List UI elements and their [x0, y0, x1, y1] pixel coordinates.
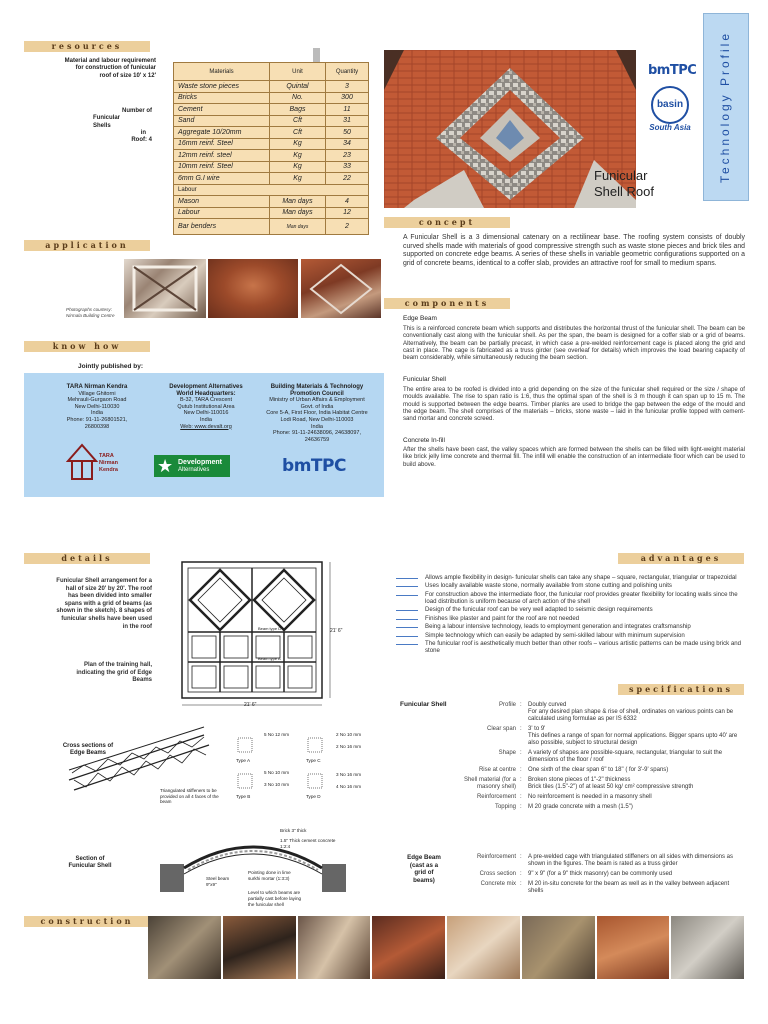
photo-1-pattern [124, 259, 206, 318]
spec-row [440, 750, 746, 764]
photo-credit: Photographs courtesy: Nirmala Building Centre [66, 307, 115, 318]
construction-photo [372, 916, 445, 979]
org-bmtpc-addr-1: Govt. of India [300, 403, 334, 410]
construction-photo [522, 916, 595, 979]
section-note-0: Brick 3" thick [280, 828, 307, 833]
plan-dim-right: 21' 6" [330, 628, 343, 634]
spec-edge-heading: Edge Beam (cast as a grid of beams) [407, 854, 441, 884]
advantage-item: Finishes like plaster and paint for the roof are not needed [423, 615, 745, 622]
advantage-item: Design of the funicular roof can be very well adapted to seismic design requirements [423, 606, 745, 613]
rebar-label: 5 No 12 mm [264, 732, 290, 737]
spec-row [440, 702, 746, 723]
spec-row [440, 777, 746, 791]
table-cell: Bricks [174, 92, 270, 104]
spec-row [440, 794, 746, 801]
table-row [174, 104, 369, 116]
application-photo-3 [301, 259, 381, 318]
type-a-label: Type A [236, 758, 251, 763]
cross-section-label: Cross sections of Edge Beams [62, 743, 114, 757]
details-bar: details [24, 553, 150, 564]
table-cell: Sand [174, 115, 270, 127]
spec-value: A pre-welded cage with triangulated stiffeners on all sides with dimensions as shown in the figures. The beam is rated as a truss girder [528, 854, 734, 867]
spec-key: Clear span [486, 726, 516, 732]
table-row [174, 219, 369, 235]
spec-sep: : [520, 767, 522, 773]
infill-title: Concrete In-fill [403, 437, 445, 444]
bmtpc-logo: bmTPC [648, 63, 697, 78]
spec-row [440, 854, 746, 868]
shells-label-4: in [140, 129, 146, 136]
spec-key: Rise at centre [478, 767, 516, 773]
spec-shell-heading: Funicular Shell [400, 701, 447, 708]
org-bmtpc [252, 384, 382, 443]
devalt-logo-text-2: Alternatives [178, 467, 210, 473]
table-cell: 6mm G.I wire [174, 173, 270, 185]
construction-photo [671, 916, 744, 979]
rebar-label: 5 No 10 mm [264, 770, 290, 775]
spec-edge-table [440, 854, 746, 898]
table-subheading-row [174, 184, 369, 196]
type-b-label: Type B [236, 794, 251, 799]
spec-sep: : [520, 777, 522, 783]
shells-label-2: Funicular [93, 115, 121, 122]
table-row [174, 196, 369, 208]
construction-photo-strip [148, 916, 744, 979]
table-row [174, 115, 369, 127]
org-tara-addr-5: 26800398 [84, 423, 110, 430]
edge-beam-text: This is a reinforced concrete beam which supports and distributes the horizontal thrust of the funicular shell. The beam can be conventionally cast along with the funicular shell. As per the span, the beam is designed for a coffer slab or a grid of beams. Alternatively, the beam can be partially precast, in which case a pre-welded reinforcement cage is placed along the grid and cast in place. The cage is fabricated as a truss girder (see overleaf for details) which improves the load bearing capacity of beam considerably, while simultaneously reducing the beam section. [403, 325, 745, 362]
table-cell: Bar benders [174, 219, 270, 235]
table-cell: 23 [326, 150, 369, 162]
org-tara-addr-1: Mehrauli-Gurgaon Road [67, 397, 127, 404]
org-tara [44, 384, 150, 430]
section-note-1: 1.5" Thick cement concrete 1:2:4 [280, 838, 336, 849]
table-cell: 34 [326, 138, 369, 150]
table-row [174, 138, 369, 150]
org-devalt-name-2: World Headquarters: [176, 390, 236, 397]
spec-sep: : [520, 794, 522, 800]
rebar-label: 3 No 16 mm [336, 772, 362, 777]
advantage-item: Simple technology which can easily be adapted by semi-skilled labour with minimum supervision [423, 632, 745, 639]
application-bar: application [24, 240, 150, 251]
section-label: Section of Funicular Shell [68, 856, 112, 870]
truss-svg [64, 725, 214, 795]
table-row [174, 92, 369, 104]
grid-label-a: Beam type A [258, 656, 281, 661]
table-cell: Cft [270, 115, 326, 127]
org-tara-addr-2: New Delhi-110030 [74, 403, 120, 410]
rebar-label: 2 No 16 mm [336, 744, 362, 749]
org-devalt-addr-2: New Delhi-110016 [183, 410, 229, 417]
construction-bar: construction [24, 916, 150, 927]
table-cell: Man days [270, 219, 326, 235]
table-cell: 12mm reinf. steel [174, 150, 270, 162]
org-tara-addr-4: Phone: 91-11-26801521, [66, 416, 128, 423]
org-bmtpc-name-2: Promotion Council [290, 390, 344, 397]
table-header: Quantity [326, 63, 369, 81]
spec-row [440, 804, 746, 811]
table-cell: Cft [270, 127, 326, 139]
shells-label-5: Roof: 4 [131, 137, 152, 144]
spec-key: Reinforcement [476, 854, 516, 860]
bmtpc-logo-bottom: bmTPC [282, 456, 346, 476]
beam-types [232, 730, 382, 810]
org-devalt-web[interactable]: Web: www.devalt.org [180, 423, 232, 430]
org-bmtpc-name-1: Building Materials & Technology [270, 384, 364, 390]
table-cell: 4 [326, 196, 369, 208]
org-bmtpc-addr-5: Phone: 91-11-24638096, 24638097, [273, 430, 361, 437]
table-cell: 10mm reinf. Steel [174, 161, 270, 173]
advantage-item: Allows ample flexibility in design- funicular shells can take any shape – square, rectangular, triangular or trapezoidal [423, 574, 745, 581]
table-cell: 3 [326, 81, 369, 93]
basin-logo-text: basin [656, 99, 684, 110]
spec-key: Reinforcement [476, 794, 516, 800]
spec-value: No reinforcement is needed in a masonry shell [528, 794, 652, 800]
table-cell: Kg [270, 138, 326, 150]
construction-photo [148, 916, 221, 979]
truss-drawing [64, 725, 214, 795]
tara-house-icon [66, 441, 98, 481]
vertical-title: Technology Profile [718, 30, 732, 184]
advantages-bar: advantages [618, 553, 744, 564]
spec-value: One sixth of the clear span 6" to 18" ( for 3'-9' spans) [528, 767, 669, 773]
funicular-shell-title: Funicular Shell [403, 376, 446, 383]
basin-logo [651, 86, 689, 124]
table-cell: 22 [326, 173, 369, 185]
plan-svg [180, 560, 344, 710]
spec-key: Cross section [479, 871, 516, 877]
org-devalt-addr-3: India [200, 416, 212, 423]
devalt-logo-text-1: Development [178, 459, 222, 466]
table-cell: Mason [174, 196, 270, 208]
spec-sep: : [520, 804, 522, 810]
org-bmtpc-addr-0: Ministry of Urban Affairs & Employment [269, 397, 365, 404]
rebar-label: 2 No 10 mm [336, 732, 362, 737]
table-cell: 11 [326, 104, 369, 116]
funicular-shell-text: The entire area to be roofed is divided into a grid depending on the size of the funicular shell required or the size / shape of moulds available. The rise to span ratio is 1:6, thus the optimal span of the shell is 3 m though it can span up to 15 m. The mould is supported between the edge beams. Timber planks are used to bridge the gap between the edge of the mould and the edge beam. The shell comprises of the materials – bricks, stone waste – laid in the funicular profile topped with cement-sand mortar and concrete screed. [403, 386, 745, 423]
table-cell: 50 [326, 127, 369, 139]
materials-table [173, 62, 369, 235]
section-note-2: Steel beam 9"x9" [206, 876, 230, 887]
org-tara-name: TARA Nirman Kendra [66, 384, 128, 390]
divider-marker [313, 48, 320, 62]
plan-caption: Plan of the training hall, indicating the grid of Edge Beams [76, 662, 152, 684]
table-cell: 2 [326, 219, 369, 235]
spec-value: A variety of shapes are possible-square, rectangular, triangular to suit the dimensions of the floor / roof [528, 750, 723, 763]
spec-sep: : [520, 881, 522, 887]
truss-note: Triangulated stiffeners to be provided on all 4 faces of the beam [160, 788, 219, 804]
components-bar: components [384, 298, 510, 309]
org-tara-addr-0: Village Ghitorni [78, 390, 116, 397]
spec-sep: : [520, 702, 522, 708]
org-bmtpc-addr-2: Core 5-A, First Floor, India Habitat Centre [266, 410, 368, 417]
spec-value: M 20 grade concrete with a mesh (1.5") [528, 804, 633, 810]
section-note-3: Pointing done in lime surkhi mortar (1:3:3) [248, 870, 291, 881]
devalt-logo [154, 455, 230, 477]
application-photo-2 [208, 259, 298, 318]
spec-value: M 20 in-situ concrete for the beam as well as in the valley between adjacent shells [528, 881, 730, 894]
advantage-item: The funicular roof is aesthetically much better than other roofs – various artistic patterns can be made using brick and stone [423, 640, 745, 654]
spec-table [440, 702, 746, 814]
table-cell: Man days [270, 196, 326, 208]
advantage-item: For construction above the intermediate floor, the funicular roof provides greater flexibility for locating walls since the load distribution is uniform because of arch action of the shell [423, 591, 745, 605]
spec-row [440, 726, 746, 747]
advantage-item: Uses locally available waste stone, normally available from stone cutting and polishing units [423, 582, 745, 589]
org-bmtpc-addr-3: Lodi Road, New Delhi-110003 [280, 416, 354, 423]
title-line-1: Funicular [594, 168, 648, 183]
star-icon: ★ [157, 456, 174, 476]
spec-key: Shape [498, 750, 516, 756]
page-title [594, 168, 694, 200]
resources-desc: Material and labour requirement for construction of funicular roof of size 10' x 12' [64, 58, 156, 79]
spec-sep: : [520, 871, 522, 877]
org-bmtpc-addr-4: India [311, 423, 323, 430]
table-cell: Cement [174, 104, 270, 116]
table-cell: Waste stone pieces [174, 81, 270, 93]
table-cell: 16mm reinf. Steel [174, 138, 270, 150]
table-header: Materials [174, 63, 270, 81]
table-header: Unit [270, 63, 326, 81]
table-cell: Aggregate 10/20mm [174, 127, 270, 139]
resources-bar: resources [24, 41, 150, 52]
table-cell: 300 [326, 92, 369, 104]
spec-row [440, 767, 746, 774]
tara-logo [66, 441, 126, 485]
org-devalt [146, 384, 266, 430]
tara-logo-text: TARA Nirman Kendra [99, 453, 118, 473]
details-text: Funicular Shell arrangement for a hall of size 20' by 20'. The roof has been divided into smaller spans with a grid of beams (as shown in the sketch). 8 shapes of funicular shells have been used in the roof [56, 578, 152, 630]
org-bmtpc-addr-6: 24636759 [304, 436, 330, 443]
rebar-label: 3 No 10 mm [264, 782, 290, 787]
table-cell: Quintal [270, 81, 326, 93]
table-cell: Kg [270, 173, 326, 185]
spec-sep: : [520, 750, 522, 756]
shells-label-3: Shells [93, 122, 111, 129]
table-cell: Labour [174, 207, 270, 219]
spec-key: Shell material (for a masonry shell) [463, 777, 516, 790]
spec-key: Profile [498, 702, 516, 708]
infill-text: After the shells have been cast, the valley spaces which are formed between the shells can be filled with light-weight material like brick jelly lime concrete and thermal fill. The infill will enable the construction of an intermediate floor which can be used to build above. [403, 446, 745, 468]
org-devalt-addr-1: Qutub Institutional Area [177, 403, 235, 410]
plan-drawing [180, 560, 344, 710]
construction-photo [223, 916, 296, 979]
application-photo-1 [124, 259, 206, 318]
table-cell: 12 [326, 207, 369, 219]
spec-value: 3' to 9' This defines a range of span for normal applications. Bigger spans upto 40' are also possible, subject to structural design [528, 726, 738, 746]
section-note-4: Level to which beams are partially cast before laying the funicular shell [248, 890, 302, 907]
construction-photo [447, 916, 520, 979]
south-asia-label: South Asia [649, 123, 691, 132]
table-cell: 31 [326, 115, 369, 127]
grid-label-d: Beam type D [258, 626, 282, 631]
photo-3-pattern [301, 259, 381, 318]
table-cell: Kg [270, 161, 326, 173]
know-how-bar: know how [24, 341, 150, 352]
spec-key: Concrete mix [480, 881, 516, 887]
spec-key: Topping [494, 804, 516, 810]
shells-count [80, 108, 152, 144]
labour-heading: Labour [174, 184, 369, 196]
table-header-row [174, 63, 369, 81]
spec-value: Broken stone pieces of 1"-2" thickness Brick tiles (1.5"-2") of at least 50 kg/ cm² compressive strength [528, 777, 694, 790]
table-cell: Kg [270, 150, 326, 162]
plan-dim-bottom: 21' 6" [244, 702, 257, 708]
table-cell: No. [270, 92, 326, 104]
org-devalt-name-1: Development Alternatives [169, 384, 243, 390]
type-d-label: Type D [306, 794, 321, 799]
jointly-published: Jointly published by: [78, 363, 144, 370]
construction-photo [597, 916, 670, 979]
advantages-list [423, 574, 745, 656]
concept-text: A Funicular Shell is a 3 dimensional catenary on a rectilinear base. The roofing system consists of doubly curved shells made with materials of good compressive strength such as waste stone pieces and brick tiles and supported on concrete edge beams. A series of these shells in variable geometric configurations supported on a grid of concrete beams, identical to a coffer slab, provides an attractive roof for small to medium spans. [403, 234, 745, 267]
shells-label-1: Number of [122, 108, 152, 114]
concept-bar: concept [384, 217, 510, 228]
table-row [174, 161, 369, 173]
type-c-label: Type C [306, 758, 321, 763]
spec-value: Doubly curved For any desired plan shape & rise of shell, ordinates on various points can be calculated using formulae as per IS 6332 [528, 702, 734, 722]
table-cell: Bags [270, 104, 326, 116]
advantage-item: Being a labour intensive technology, leads to employment generation and integrates craftsmanship [423, 623, 745, 630]
table-row [174, 127, 369, 139]
table-cell: Man days [270, 207, 326, 219]
construction-photo [298, 916, 371, 979]
title-line-2: Shell Roof [594, 184, 654, 199]
spec-sep: : [520, 854, 522, 860]
table-row [174, 150, 369, 162]
spec-value: 9" x 9" (for a 9" thick masonry) can be commonly used [528, 871, 673, 877]
table-cell: 33 [326, 161, 369, 173]
spec-sep: : [520, 726, 522, 732]
org-tara-addr-3: India [91, 410, 103, 417]
spec-row [440, 881, 746, 895]
table-row [174, 173, 369, 185]
specifications-bar: specifications [618, 684, 744, 695]
spec-row [440, 871, 746, 878]
rebar-label: 4 No 16 mm [336, 784, 362, 789]
org-devalt-addr-0: B-32, TARA Crescent [179, 397, 233, 404]
table-row [174, 81, 369, 93]
edge-beam-title: Edge Beam [403, 315, 437, 322]
table-row [174, 207, 369, 219]
